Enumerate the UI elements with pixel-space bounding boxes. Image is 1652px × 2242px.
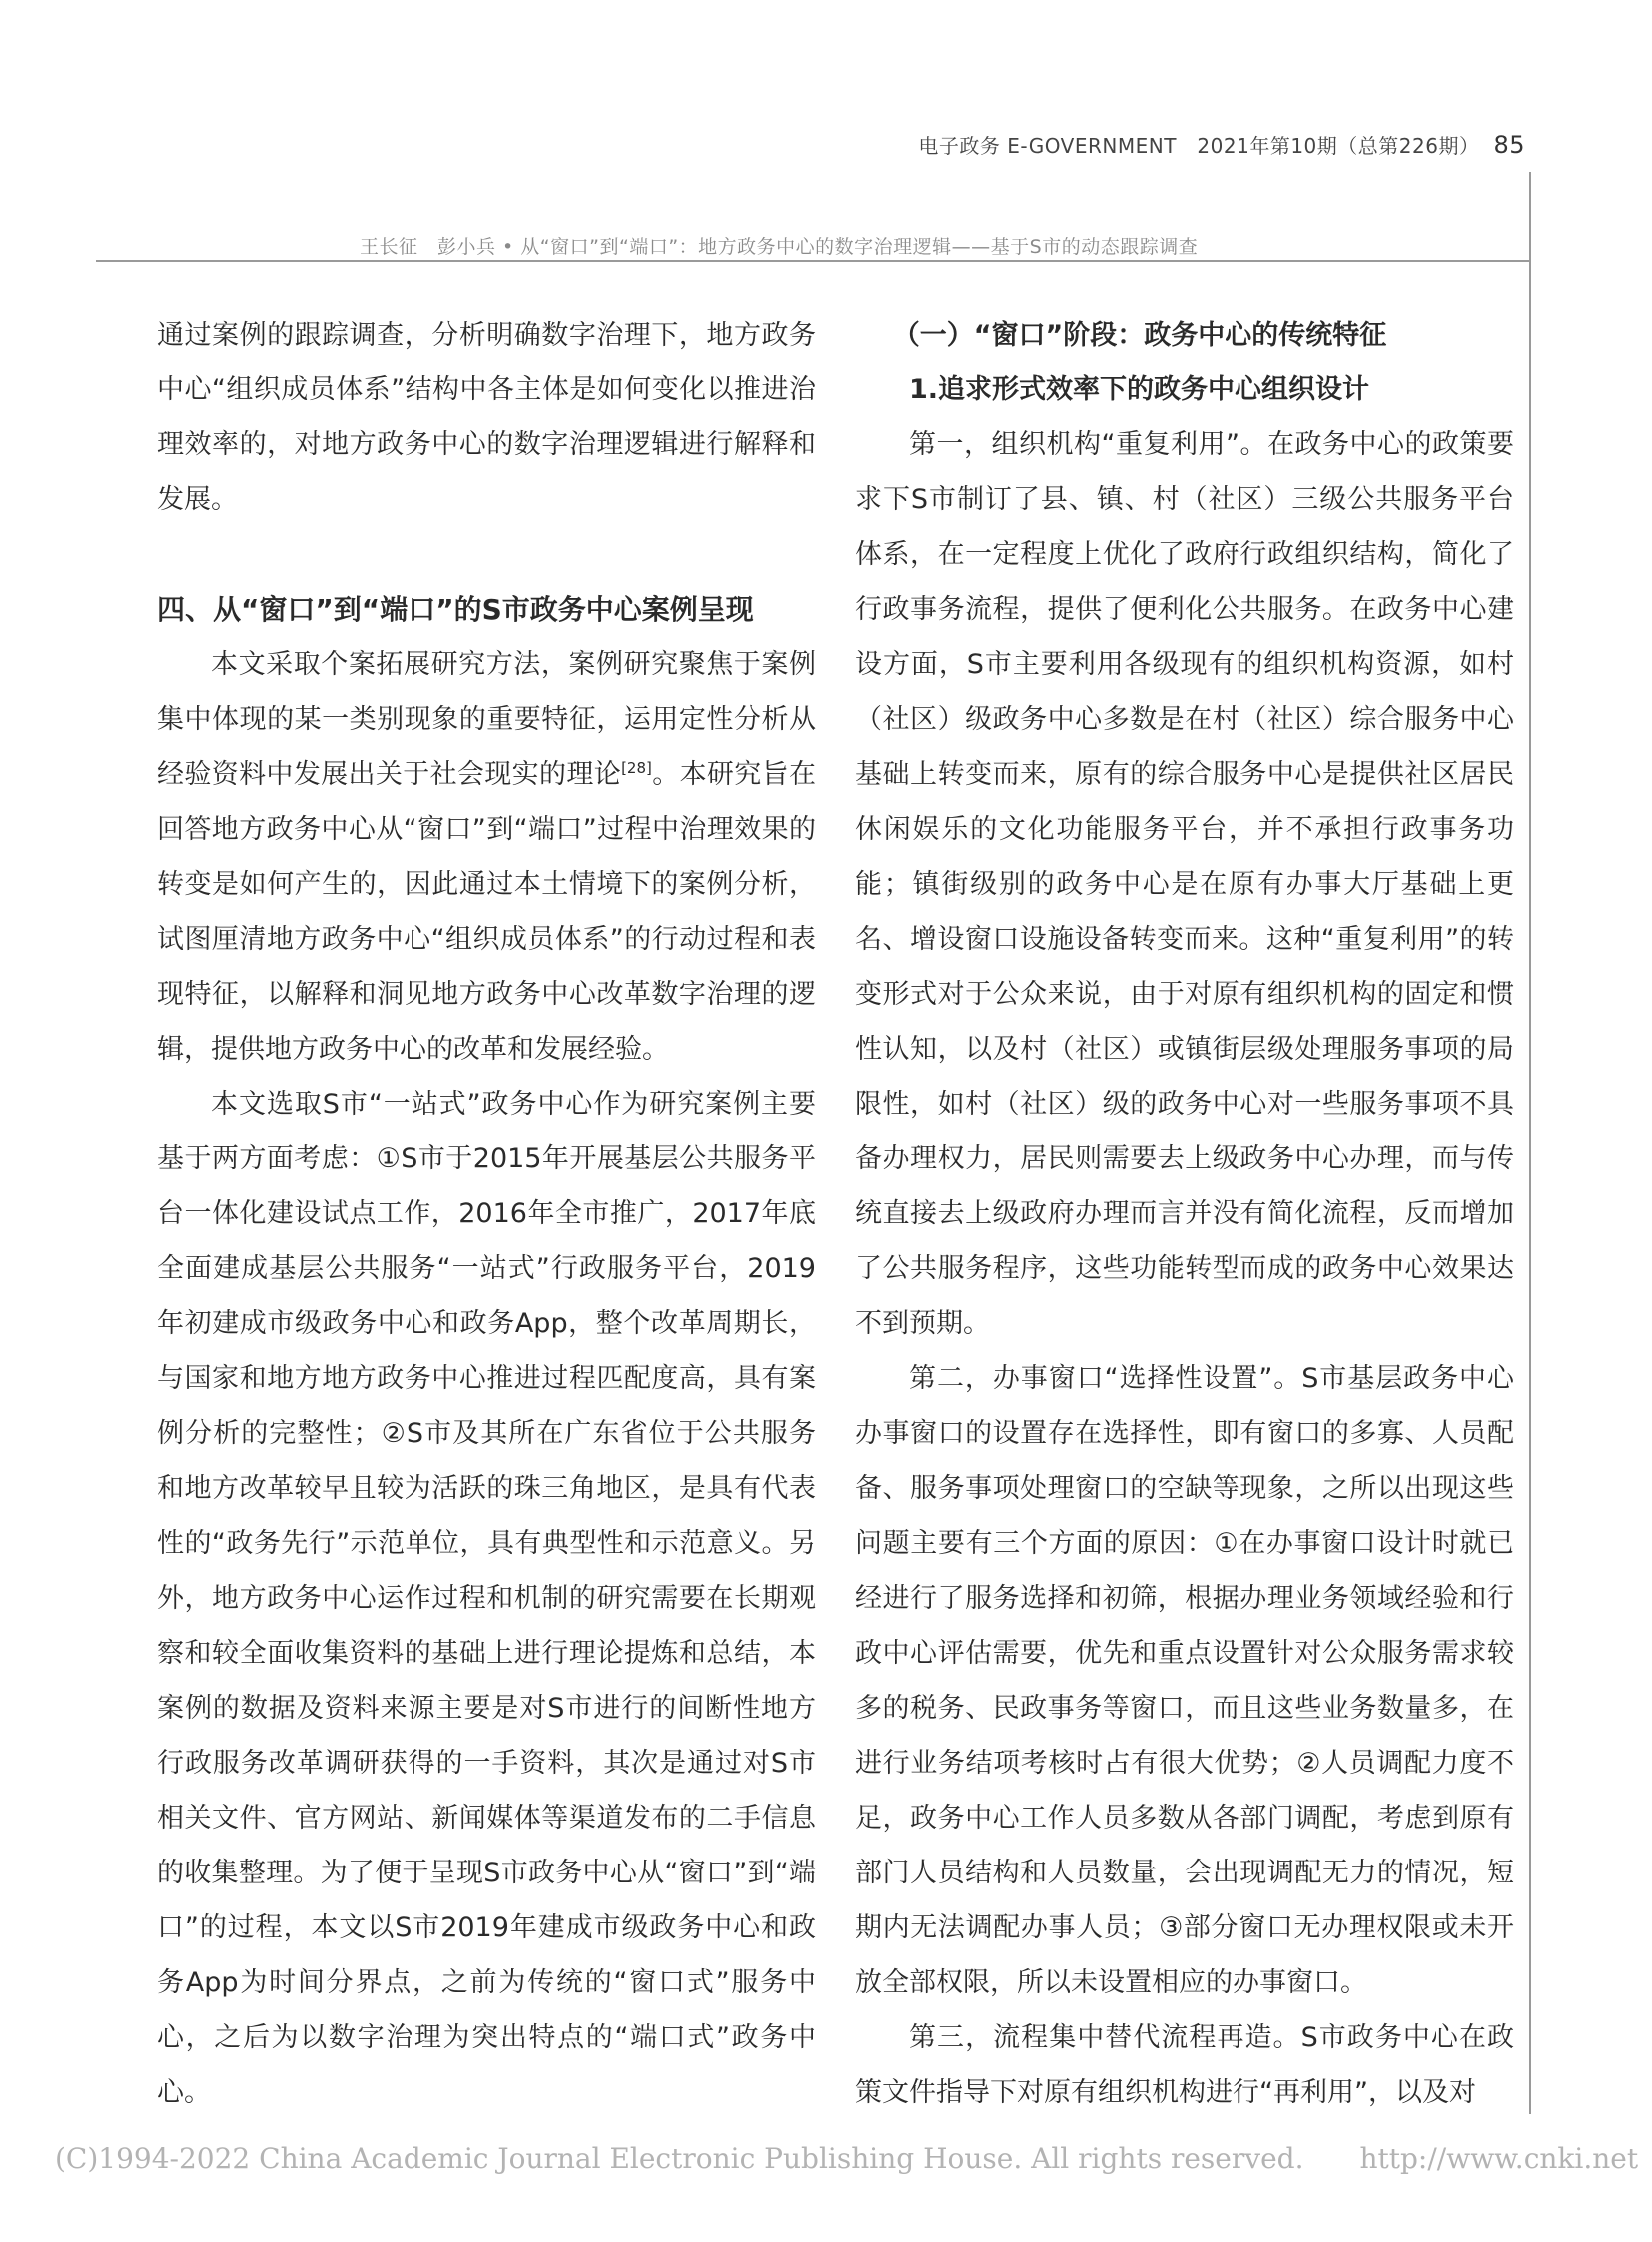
paragraph: 通过案例的跟踪调查，分析明确数字治理下，地方政务中心“组织成员体系”结构中各主体是如何变化以推进治理效率的，对地方政务中心的数字治理逻辑进行解释和发展。 [157, 320, 816, 515]
right-column [855, 308, 1514, 2120]
left-column [157, 308, 816, 2120]
spacer [157, 527, 816, 582]
paragraph-text: 。本研究旨在回答地方政务中心从“窗口”到“端口”过程中治理效果的转变是如何产生的，因此通过本土情境下的案例分析，试图厘清地方政务中心“组织成员体系”的行动过程和表现特征，以解释和洞见地方政务中心改革数字治理的逻辑，提供地方政务中心的改革和发展经验。 [157, 759, 816, 1065]
section-heading: 四、从“窗口”到“端口”的S市政务中心案例呈现 [157, 593, 754, 626]
paragraph: 本文选取S市“一站式”政务中心作为研究案例主要基于两方面考虑：①S市于2015年开展基层公共服务平台一体化建设试点工作，2016年全市推广，2017年底全面建成基层公共服务“一站式”行政服务平台，2019年初建成市级政务中心和政务App，整个改革周期长，与国家和地方地方政务中心推进过程匹配度高，具有案例分析的完整性；②S市及其所在广东省位于公共服务和地方改革较早且较为活跃的珠三角地区，是具有代表性的“政务先行”示范单位，具有典型性和示范意义。另外，地方政务中心运作过程和机制的研究需要在长期观察和较全面收集资料的基础上进行理论提炼和总结，本案例的数据及资料来源主要是对S市进行的间断性地方行政服务改革调研获得的一手资料，其次是通过对S市相关文件、官方网站、新闻媒体等渠道发布的二手信息的收集整理。为了便于呈现S市政务中心从“窗口”到“端口”的过程，本文以S市2019年建成市级政务中心和政务App为时间分界点，之前为传统的“窗口式”服务中心，之后为以数字治理为突出特点的“端口式”政务中心。 [157, 1089, 816, 2108]
page-header [918, 130, 1525, 159]
paragraph [157, 637, 816, 1077]
paragraph: 第三，流程集中替代流程再造。S市政务中心在政策文件指导下对原有组织机构进行“再利用”，以及对 [855, 2022, 1514, 2108]
paragraph-text: 本文采取个案拓展研究方法，案例研究聚焦于案例集中体现的某一类别现象的重要特征，运用定性分析从经验资料中发展出关于社会现实的理论 [157, 649, 816, 790]
copyright-footer: (C)1994-2022 China Academic Journal Electronic Publishing House. All rights reserved. http://www.cnki.net [55, 2142, 1639, 2175]
subsection-heading: （一）“窗口”阶段：政务中心的传统特征 [892, 320, 1387, 351]
citation-link[interactable]: [28] [621, 759, 652, 777]
horizontal-rule [96, 260, 1529, 262]
vertical-rule [1529, 172, 1531, 2114]
journal-info: 电子政务 E-GOVERNMENT 2021年第10期（总第226期） [918, 134, 1480, 158]
paragraph: 第一，组织机构“重复利用”。在政务中心的政策要求下S市制订了县、镇、村（社区）三级公共服务平台体系，在一定程度上优化了政府行政组织结构，简化了行政事务流程，提供了便利化公共服务。在政务中心建设方面，S市主要利用各级现有的组织机构资源，如村（社区）级政务中心多数是在村（社区）综合服务中心基础上转变而来，原有的综合服务中心是提供社区居民休闲娱乐的文化功能服务平台，并不承担行政事务功能；镇街级别的政务中心是在原有办事大厅基础上更名、增设窗口设施设备转变而来。这种“重复利用”的转变形式对于公众来说，由于对原有组织机构的固定和惯性认知，以及村（社区）或镇街层级处理服务事项的局限性，如村（社区）级的政务中心对一些服务事项不具备办理权力，居民则需要去上级政务中心办理，而与传统直接去上级政府办理而言并没有简化流程，反而增加了公共服务程序，这些功能转型而成的政务中心效果达不到预期。 [855, 429, 1514, 1339]
running-title: 王长征 彭小兵 • 从“窗口”到“端口”：地方政务中心的数字治理逻辑——基于S市的动态跟踪调查 [360, 236, 1199, 258]
paragraph: 第二，办事窗口“选择性设置”。S市基层政务中心办事窗口的设置存在选择性，即有窗口的多寡、人员配备、服务事项处理窗口的空缺等现象，之所以出现这些问题主要有三个方面的原因：①在办事窗口设计时就已经进行了服务选择和初筛，根据办理业务领域经验和行政中心评估需要，优先和重点设置针对公众服务需求较多的税务、民政事务等窗口，而且这些业务数量多，在进行业务结项考核时占有很大优势；②人员调配力度不足，政务中心工作人员多数从各部门调配，考虑到原有部门人员结构和人员数量，会出现调配无力的情况，短期内无法调配办事人员；③部分窗口无办理权限或未开放全部权限，所以未设置相应的办事窗口。 [855, 1363, 1514, 1998]
sub-subsection-heading: 1.追求形式效率下的政务中心组织设计 [909, 374, 1370, 405]
page-number: 85 [1493, 131, 1525, 159]
